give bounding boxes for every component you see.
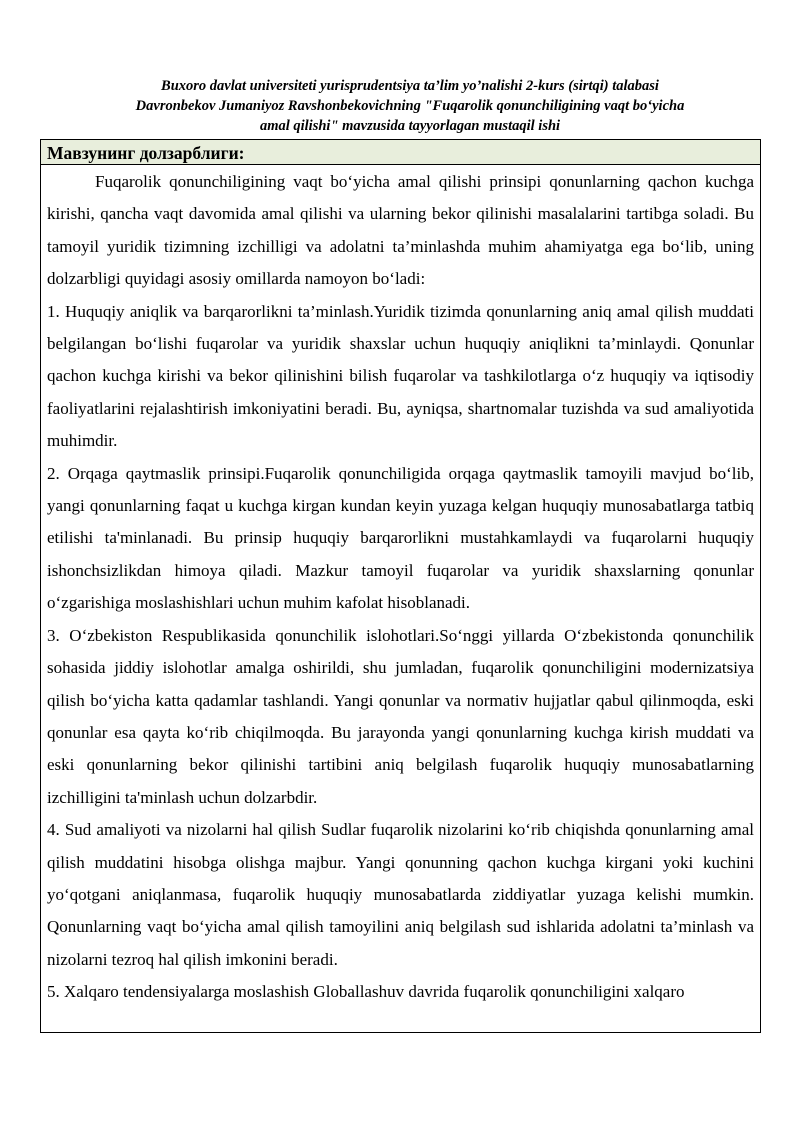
table-heading: Мавзунинг долзарблиги: (41, 140, 760, 165)
paragraph-item-3: 3. O‘zbekiston Respublikasida qonunchilik islohotlari.So‘nggi yillarda O‘zbekistonda qonunchilik sohasida jiddiy islohotlar amalga oshirildi, shu jumladan, fuqarolik qonunchiligini modernizatsiya qilish bo‘yicha katta qadamlar tashlandi. Yangi qonunlar va normativ hujjatlar qabul qilinmoqda, eski qonunlar esa qayta ko‘rib chiqilmoqda. Bu jarayonda yangi qonunlarning kuchga kirish muddati va eski qonunlarning bekor qilinishi tartibini aniq belgilash fuqarolik huquqiy munosabatlarning izchilligini ta'minlash uchun dolzarbdir. (47, 625, 754, 807)
paragraph-item-5: 5. Xalqaro tendensiyalarga moslashish Globallashuv davrida fuqarolik qonunchiligini xalqaro (47, 982, 685, 1002)
paragraph-item-4: 4. Sud amaliyoti va nizolarni hal qilish Sudlar fuqarolik nizolarini ko‘rib chiqishda qonunlarning amal qilish muddatini hisobga olishga majbur. Yangi qonunning qachon kuchga kirgani yoki kuchini yo‘qotgani aniqlanmasa, fuqarolik huquqiy munosabatlarda ziddiyatlar yuzaga kelishi mumkin. Qonunlarning vaqt bo‘yicha amal qilish tamoyilini aniq belgilash sud ishlarida adolatni ta’minlash va nizolarni tezroq hal qilish imkonini beradi. (47, 820, 754, 969)
paragraph-item-2: 2. Orqaga qaytmaslik prinsipi.Fuqarolik qonunchiligida orqaga qaytmaslik tamoyili mavjud bo‘lib, yangi qonunlarning faqat u kuchga kirgan kundan keyin yuzaga kelgan huquqiy munosabatlarga tatbiq etilishi ta'minlanadi. Bu prinsip huquqiy barqarorlikni mustahkamlaydi va fuqarolarni huquqiy ishonchsizlikdan himoya qiladi. Mazkur tamoyil fuqarolar va yuridik shaxslarning qonunlar o‘zgarishiga moslashishlari uchun muhim kafolat hisoblanadi. (47, 463, 754, 613)
table-body (41, 165, 760, 1032)
relevance-table (40, 139, 761, 1033)
intro-paragraph: Fuqarolik qonunchiligining vaqt bo‘yicha amal qilishi prinsipi qonunlarning qachon kuchga kirishi, qancha vaqt davomida amal qilishi va ularning bekor qilinishi masalalarini tartibga soladi. Bu tamoyil yuridik tizimning izchilligi va adolatni ta’minlashda muhim ahamiyatga ega bo‘lib, uning dolzarbligi quyidagi asosiy omillarda namoyon bo‘ladi: (47, 172, 754, 289)
document-header (60, 76, 760, 136)
header-line-1: Buxoro davlat universiteti yurisprudentsiya ta’lim yo’nalishi 2-kurs (sirtqi) talabasi (161, 78, 659, 94)
paragraph-item-1: 1. Huquqiy aniqlik va barqarorlikni ta’minlash.Yuridik tizimda qonunlarning aniq amal qilish muddati belgilangan bo‘lishi fuqarolar va yuridik shaxslar uchun huquqiy aniqlikni ta’minlaydi. Qonunlar qachon kuchga kirishi va bekor qilinishini bilish fuqarolar va tashkilotlarga o‘z huquqiy va iqtisodiy faoliyatlarini rejalashtirish imkoniyatini beradi. Bu, ayniqsa, shartnomalar tuzishda va sud amaliyotida muhimdir. (47, 301, 754, 451)
header-line-2: Davronbekov Jumaniyoz Ravshonbekovichning "Fuqarolik qonunchiligining vaqt bo‘yicha (135, 98, 685, 114)
header-line-3: amal qilishi" mavzusida tayyorlagan mustaqil ishi (259, 118, 561, 134)
